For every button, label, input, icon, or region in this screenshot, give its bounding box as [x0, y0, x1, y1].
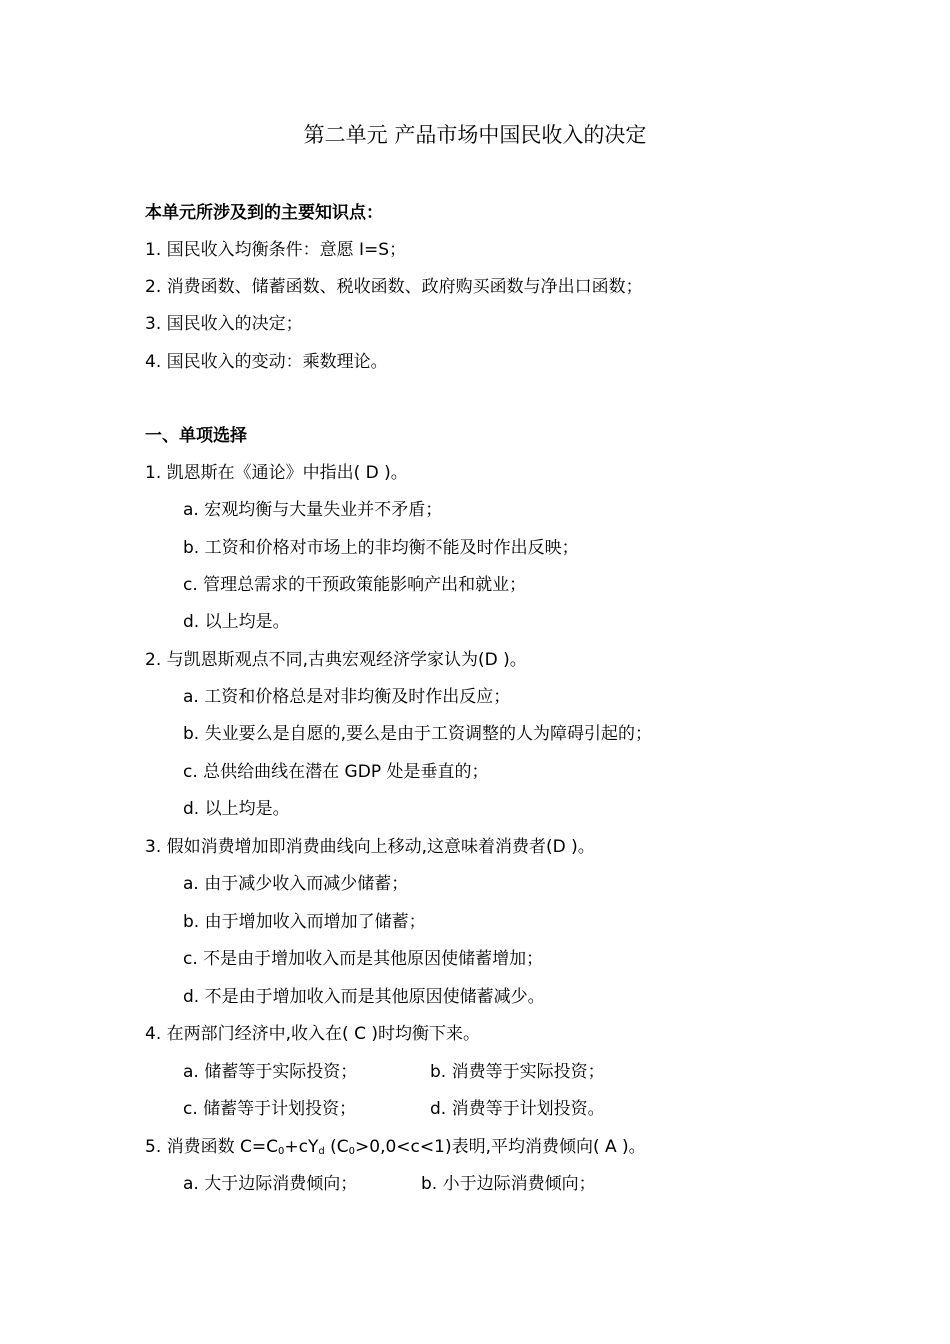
question-1-stem: 1. 凯恩斯在《通论》中指出( D )。 — [145, 463, 408, 483]
question-1-option-b: b. 工资和价格对市场上的非均衡不能及时作出反映； — [183, 538, 579, 558]
question-5-option-a: a. 大于边际消费倾向； — [183, 1174, 358, 1194]
knowledge-item-1: 1. 国民收入均衡条件：意愿 I=S； — [145, 240, 407, 260]
question-2-stem: 2. 与凯恩斯观点不同,古典宏观经济学家认为(D )。 — [145, 650, 527, 670]
question-4-option-a: a. 储蓄等于实际投资； — [183, 1062, 358, 1082]
question-5-stem-part: 5. 消费函数 C=C — [145, 1137, 279, 1157]
question-5-stem — [145, 1135, 646, 1159]
subscript-zero: 0 — [278, 1146, 285, 1157]
subscript-zero: 0 — [348, 1146, 356, 1157]
question-5-stem-part: +cY — [284, 1137, 319, 1157]
question-4-option-d: d. 消费等于计划投资。 — [430, 1099, 605, 1119]
question-5-option-b: b. 小于边际消费倾向； — [421, 1174, 596, 1194]
knowledge-item-4: 4. 国民收入的变动：乘数理论。 — [145, 352, 388, 372]
section-heading: 一、单项选择 — [145, 426, 247, 446]
question-3-option-c: c. 不是由于增加收入而是其他原因使储蓄增加； — [183, 949, 544, 969]
question-1-option-d: d. 以上均是。 — [183, 612, 290, 632]
question-1-option-a: a. 宏观均衡与大量失业并不矛盾； — [183, 500, 443, 520]
question-4-stem: 4. 在两部门经济中,收入在( C )时均衡下来。 — [145, 1024, 480, 1044]
question-2-option-b: b. 失业要么是自愿的,要么是由于工资调整的人为障碍引起的； — [183, 724, 653, 744]
question-1-option-c: c. 管理总需求的干预政策能影响产出和就业； — [183, 575, 527, 595]
question-3-stem: 3. 假如消费增加即消费曲线向上移动,这意味着消费者(D )。 — [145, 837, 595, 857]
question-4-option-c: c. 储蓄等于计划投资； — [183, 1099, 357, 1119]
knowledge-heading: 本单元所涉及到的主要知识点： — [145, 203, 383, 223]
knowledge-item-2: 2. 消费函数、储蓄函数、税收函数、政府购买函数与净出口函数； — [145, 277, 643, 297]
question-3-option-b: b. 由于增加收入而增加了储蓄； — [183, 912, 426, 932]
question-2-option-a: a. 工资和价格总是对非均衡及时作出反应； — [183, 687, 511, 707]
knowledge-item-3: 3. 国民收入的决定； — [145, 314, 303, 334]
subscript-d: d — [318, 1146, 325, 1157]
question-5-stem-part: >0,0<c<1)表明,平均消费倾向( A )。 — [355, 1137, 646, 1157]
question-2-option-d: d. 以上均是。 — [183, 799, 290, 819]
question-4-option-b: b. 消费等于实际投资； — [430, 1062, 605, 1082]
question-3-option-d: d. 不是由于增加收入而是其他原因使储蓄减少。 — [183, 987, 545, 1007]
page-title: 第二单元 产品市场中国民收入的决定 — [303, 123, 647, 147]
question-3-option-a: a. 由于减少收入而减少储蓄； — [183, 874, 409, 894]
question-2-option-c: c. 总供给曲线在潜在 GDP 处是垂直的； — [183, 762, 489, 782]
question-5-stem-part: (C — [324, 1137, 349, 1157]
